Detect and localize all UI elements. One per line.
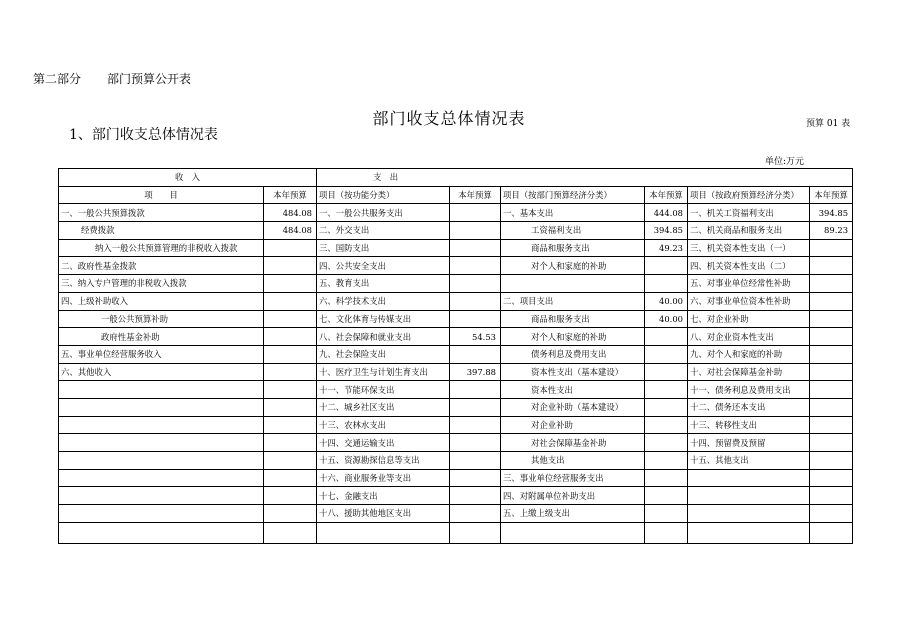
cell-gov-economic-budget: 394.85 [810,204,853,222]
cell-income-budget [264,292,317,310]
cell-functional-item: 十五、资源勘探信息等支出 [317,452,450,470]
cell-gov-economic-budget: 89.23 [810,222,853,240]
cell-income-item: 经费拨款 [59,222,264,240]
cell-income-item [59,505,264,523]
cell-income-budget [264,452,317,470]
cell-dept-economic-item: 对企业补助 [501,416,645,434]
cell-income-budget [264,363,317,381]
cell-dept-economic-budget [645,398,688,416]
cell-functional-budget [450,522,501,543]
cell-functional-budget [450,257,501,275]
table-row [59,434,853,452]
cell-dept-economic-budget: 40.00 [645,310,688,328]
cell-functional-budget [450,505,501,523]
cell-income-budget [264,257,317,275]
cell-income-budget [264,381,317,399]
cell-gov-economic-budget [810,469,853,487]
cell-income-item: 政府性基金补助 [59,328,264,346]
cell-functional-item: 十二、城乡社区支出 [317,398,450,416]
cell-income-budget [264,522,317,543]
cell-income-budget [264,487,317,505]
table-row [59,452,853,470]
cell-gov-economic-item: 十四、预留费及预留 [688,434,810,452]
col-header-dept-economic: 项目（按部门预算经济分类） [501,186,645,204]
cell-gov-economic-budget [810,257,853,275]
cell-income-item: 一般公共预算补助 [59,310,264,328]
cell-income-item: 六、其他收入 [59,363,264,381]
section-title: 1、部门收支总体情况表 [69,127,218,143]
cell-functional-item: 二、外交支出 [317,222,450,240]
cell-functional-budget [450,398,501,416]
table-row [59,257,853,275]
cell-gov-economic-budget [810,363,853,381]
table-row [59,239,853,257]
cell-functional-budget [450,239,501,257]
cell-functional-budget [450,292,501,310]
table-row [59,487,853,505]
page-title: 部门收支总体情况表 [372,109,526,128]
cell-income-item: 五、事业单位经营服务收入 [59,345,264,363]
cell-dept-economic-budget [645,328,688,346]
cell-functional-item: 十六、商业服务业等支出 [317,469,450,487]
table-row [59,345,853,363]
cell-dept-economic-item: 资本性支出（基本建设） [501,363,645,381]
cell-income-budget [264,275,317,293]
cell-income-item [59,381,264,399]
cell-gov-economic-item [688,522,810,543]
part-heading [33,70,191,87]
cell-dept-economic-budget [645,275,688,293]
cell-dept-economic-budget [645,345,688,363]
cell-dept-economic-item: 商品和服务支出 [501,239,645,257]
cell-dept-economic-budget: 40.00 [645,292,688,310]
cell-functional-budget [450,416,501,434]
cell-gov-economic-budget [810,487,853,505]
cell-gov-economic-budget [810,434,853,452]
cell-functional-item: 四、公共安全支出 [317,257,450,275]
cell-gov-economic-budget [810,292,853,310]
cell-income-budget [264,328,317,346]
cell-dept-economic-item: 其他支出 [501,452,645,470]
cell-income-budget [264,416,317,434]
cell-functional-item: 八、社会保障和就业支出 [317,328,450,346]
table-row [59,310,853,328]
table-row [59,381,853,399]
cell-functional-item: 十八、援助其他地区支出 [317,505,450,523]
cell-gov-economic-item: 十五、其他支出 [688,452,810,470]
col-header-income-item: 项 目 [59,186,264,204]
cell-gov-economic-item [688,469,810,487]
cell-functional-budget [450,275,501,293]
table-row [59,222,853,240]
cell-gov-economic-budget [810,416,853,434]
cell-functional-item: 三、国防支出 [317,239,450,257]
unit-label: 单位:万元 [765,157,805,167]
cell-functional-budget [450,204,501,222]
cell-gov-economic-item [688,505,810,523]
expense-group-header [317,169,853,187]
cell-dept-economic-item: 对个人和家庭的补助 [501,257,645,275]
cell-dept-economic-budget [645,505,688,523]
table-row [59,292,853,310]
cell-dept-economic-item: 债务利息及费用支出 [501,345,645,363]
col-header-functional-budget: 本年预算 [450,186,501,204]
table-row [59,469,853,487]
cell-dept-economic-item: 对企业补助（基本建设） [501,398,645,416]
cell-functional-item: 七、文化体育与传媒支出 [317,310,450,328]
cell-dept-economic-budget [645,452,688,470]
cell-gov-economic-item: 十一、债务利息及费用支出 [688,381,810,399]
table-code: 预算 01 表 [806,119,851,129]
cell-functional-item: 十七、金融支出 [317,487,450,505]
cell-functional-item: 六、科学技术支出 [317,292,450,310]
cell-gov-economic-budget [810,452,853,470]
part-name: 部门预算公开表 [107,72,192,86]
cell-dept-economic-item [501,522,645,543]
table-row [59,522,853,543]
cell-functional-item: 九、社会保险支出 [317,345,450,363]
cell-functional-budget: 397.88 [450,363,501,381]
col-header-gov-economic-budget: 本年预算 [810,186,853,204]
cell-income-item [59,398,264,416]
table-row [59,204,853,222]
cell-dept-economic-item: 对个人和家庭的补助 [501,328,645,346]
cell-gov-economic-item: 六、对事业单位资本性补助 [688,292,810,310]
cell-functional-budget [450,452,501,470]
cell-income-budget: 484.08 [264,204,317,222]
cell-income-budget [264,505,317,523]
expense-group-header-label: 支 出 [373,172,399,183]
cell-gov-economic-item: 十二、债务还本支出 [688,398,810,416]
cell-dept-economic-budget: 444.08 [645,204,688,222]
cell-income-budget [264,434,317,452]
cell-functional-item: 十一、节能环保支出 [317,381,450,399]
cell-gov-economic-item: 三、机关资本性支出（一） [688,239,810,257]
cell-dept-economic-budget [645,469,688,487]
part-label: 第二部分 [33,72,82,86]
cell-gov-economic-item: 八、对企业资本性支出 [688,328,810,346]
cell-gov-economic-budget [810,328,853,346]
cell-dept-economic-item: 二、项目支出 [501,292,645,310]
cell-gov-economic-budget [810,398,853,416]
cell-functional-budget [450,434,501,452]
cell-dept-economic-item: 五、上缴上级支出 [501,505,645,523]
cell-income-item: 二、政府性基金拨款 [59,257,264,275]
cell-functional-budget [450,381,501,399]
cell-income-budget [264,398,317,416]
cell-income-budget [264,310,317,328]
table-row [59,328,853,346]
cell-gov-economic-item: 十三、转移性支出 [688,416,810,434]
cell-functional-item: 一、一般公共服务支出 [317,204,450,222]
cell-functional-budget [450,222,501,240]
cell-dept-economic-item: 三、事业单位经营服务支出 [501,469,645,487]
cell-gov-economic-item: 九、对个人和家庭的补助 [688,345,810,363]
cell-dept-economic-item: 商品和服务支出 [501,310,645,328]
cell-dept-economic-budget [645,434,688,452]
cell-gov-economic-budget [810,310,853,328]
cell-gov-economic-budget [810,275,853,293]
cell-functional-item: 五、教育支出 [317,275,450,293]
cell-functional-item: 十、医疗卫生与计划生育支出 [317,363,450,381]
cell-gov-economic-budget [810,381,853,399]
cell-dept-economic-budget [645,522,688,543]
cell-functional-budget [450,469,501,487]
cell-gov-economic-budget [810,522,853,543]
cell-income-budget: 484.08 [264,222,317,240]
cell-income-item [59,522,264,543]
budget-table [58,168,853,544]
cell-income-budget [264,469,317,487]
col-header-gov-economic: 项目（按政府预算经济分类） [688,186,810,204]
cell-income-item [59,434,264,452]
cell-dept-economic-budget [645,487,688,505]
cell-gov-economic-budget [810,345,853,363]
table-row [59,275,853,293]
cell-functional-item: 十三、农林水支出 [317,416,450,434]
cell-functional-budget [450,310,501,328]
cell-gov-economic-budget [810,239,853,257]
cell-income-item [59,452,264,470]
cell-dept-economic-budget [645,416,688,434]
cell-gov-economic-item: 十、对社会保障基金补助 [688,363,810,381]
cell-income-item [59,487,264,505]
cell-income-item: 纳入一般公共预算管理的非税收入拨款 [59,239,264,257]
cell-income-item: 四、上级补助收入 [59,292,264,310]
cell-dept-economic-item [501,275,645,293]
table-row [59,398,853,416]
column-header-row [59,186,853,204]
cell-functional-item [317,522,450,543]
cell-dept-economic-budget [645,257,688,275]
cell-gov-economic-item: 七、对企业补助 [688,310,810,328]
cell-functional-budget [450,487,501,505]
cell-income-item [59,416,264,434]
cell-gov-economic-item [688,487,810,505]
cell-income-budget [264,345,317,363]
cell-gov-economic-item: 一、机关工资福利支出 [688,204,810,222]
cell-dept-economic-item: 工资福利支出 [501,222,645,240]
table-row [59,363,853,381]
cell-dept-economic-budget: 49.23 [645,239,688,257]
col-header-dept-economic-budget: 本年预算 [645,186,688,204]
cell-income-budget [264,239,317,257]
col-header-income-budget: 本年预算 [264,186,317,204]
cell-gov-economic-budget [810,505,853,523]
col-header-functional: 项目（按功能分类） [317,186,450,204]
cell-gov-economic-item: 五、对事业单位经常性补助 [688,275,810,293]
cell-gov-economic-item: 四、机关资本性支出（二） [688,257,810,275]
cell-dept-economic-item: 一、基本支出 [501,204,645,222]
cell-dept-economic-budget [645,363,688,381]
cell-functional-budget: 54.53 [450,328,501,346]
group-header-row [59,169,853,187]
table-row [59,416,853,434]
cell-dept-economic-budget: 394.85 [645,222,688,240]
cell-dept-economic-item: 四、对附属单位补助支出 [501,487,645,505]
table-row [59,505,853,523]
cell-functional-budget [450,345,501,363]
cell-dept-economic-item: 对社会保障基金补助 [501,434,645,452]
cell-functional-item: 十四、交通运输支出 [317,434,450,452]
cell-gov-economic-item: 二、机关商品和服务支出 [688,222,810,240]
cell-income-item: 三、纳入专户管理的非税收入拨款 [59,275,264,293]
income-group-header: 收 入 [59,169,317,187]
cell-income-item [59,469,264,487]
cell-dept-economic-item: 资本性支出 [501,381,645,399]
cell-dept-economic-budget [645,381,688,399]
cell-income-item: 一、一般公共预算拨款 [59,204,264,222]
